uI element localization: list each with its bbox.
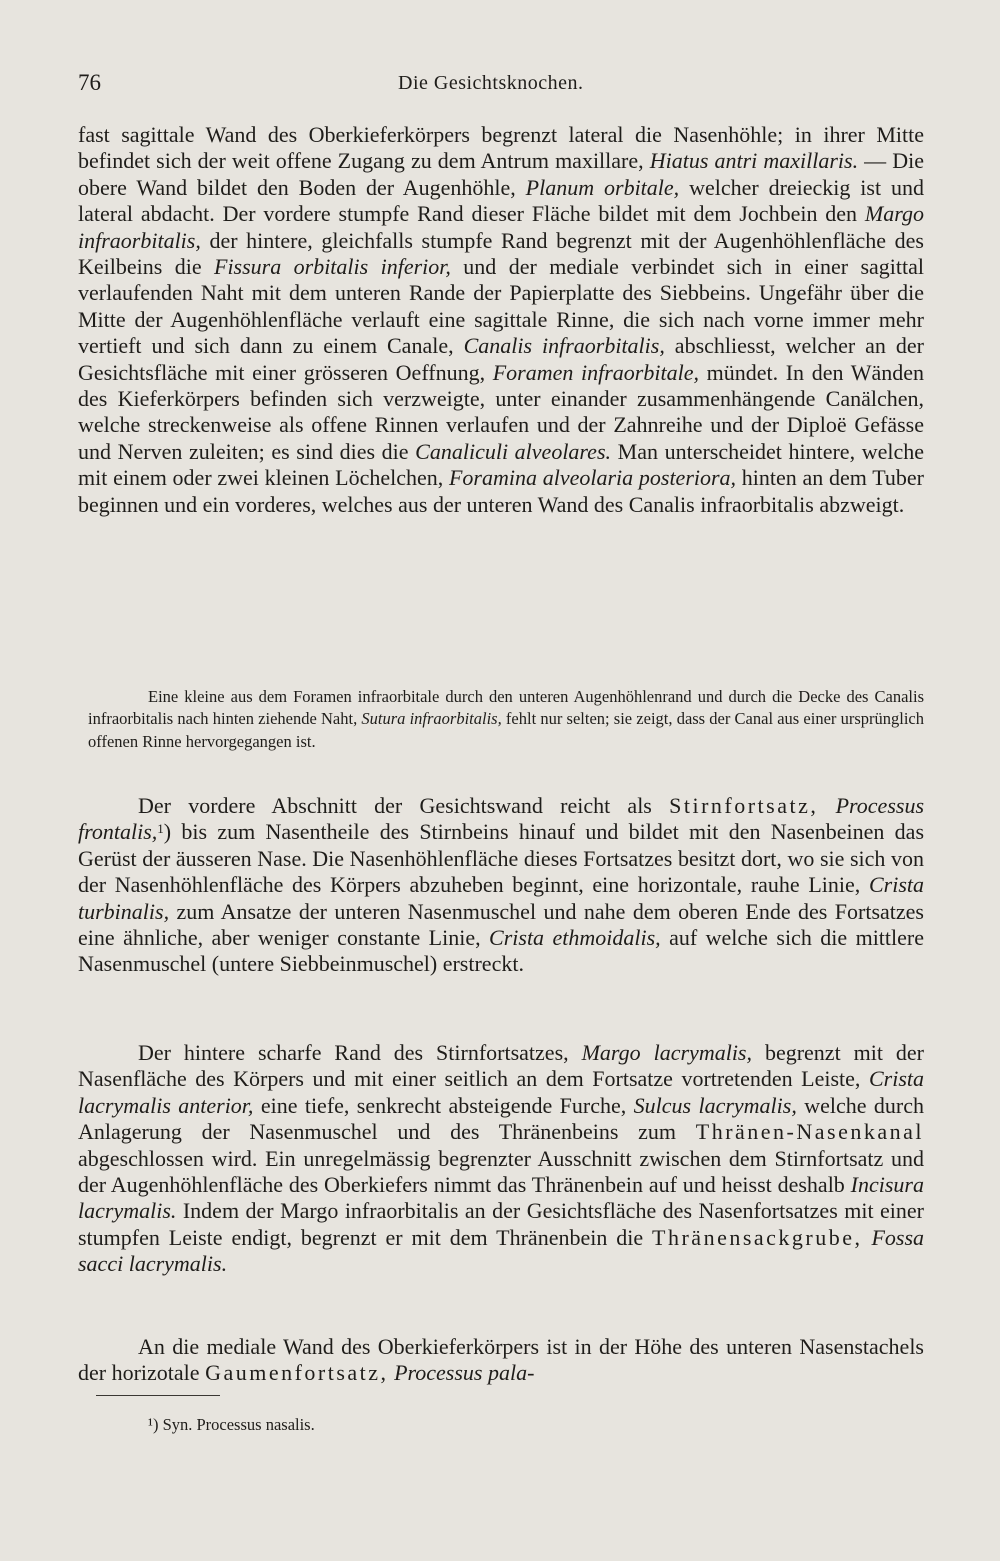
body-paragraph-2: Der vordere Abschnitt der Gesichtswand reicht als Stirnfortsatz, Processus frontalis,$^1$) bis zum Nasentheile des Stirnbeins hinauf und bildet mit den Nasenbeinen das Gerüst der äusseren Nase. Die Nasenhöhlenfläche dieses Fortsatzes besitzt dort, wo sie sich von der Nasenhöhlenfläche des Körpers abzuheben beginnt, eine horizontale, rauhe Linie, Crista turbinalis, zum Ansatze der unteren Nasenmuschel und nahe dem oberen Ende des Fortsatzes eine ähnliche, aber weniger constante Linie, Crista ethmoidalis, auf welche sich die mittlere Nasenmuschel (untere Siebbeinmuschel) erstreckt. (78, 793, 925, 977)
term-fossa-sacci-lacrymalis: Fossa sacci lacrymalis. (78, 1224, 925, 1277)
term-canalis-infraorbitalis: Canalis infraorbitalis, (463, 333, 665, 359)
running-head: Die Gesichtsknochen. (398, 72, 584, 94)
term-canaliculi-alveolares: Canaliculi alveolares. (415, 438, 612, 464)
body-paragraph-4: An die mediale Wand des Oberkieferkörpers ist in der Höhe des unteren Nasenstachels der horizotale Gaumenfortsatz, Processus pala- (78, 1334, 924, 1386)
footnote-marker: 1 (157, 821, 164, 837)
footnote: ¹) Syn. Processus nasalis. (148, 1415, 315, 1434)
body-paragraph-3: Der hintere scharfe Rand des Stirnfortsatzes, Margo lacrymalis, begrenzt mit der Nasenfläche des Körpers und mit einer seitlich an dem Fortsatze vortretenden Leiste, Crista lacrymalis anterior, eine tiefe, senkrecht absteigende Furche, Sulcus lacrymalis, welche durch Anlagerung der Nasenmuschel und des Thränenbeins zum Thränen-Nasenkanal abgeschlossen wird. Ein unregelmässig begrenzter Ausschnitt zwischen dem Stirnfortsatz und der Augenhöhlenfläche des Oberkiefers nimmt das Thränenbein auf und heisst deshalb Incisura lacrymalis. Indem der Margo infraorbitalis an der Gesichtsfläche des Nasenfortsatzes mit einer stumpfen Leiste endigt, begrenzt er mit dem Thränenbein die Thränensackgrube, Fossa sacci lacrymalis. (78, 1040, 925, 1277)
term-foramina-alveolaria-posteriora: Foramina alveolaria posteriora, (448, 465, 737, 491)
term-crista-ethmoidalis: Crista ethmoidalis, (489, 925, 661, 951)
term-thraenen-nasenkanal: Thränen-Nasenkanal (695, 1119, 924, 1145)
term-margo-infraorbitalis: Margo infraorbitalis, (78, 201, 924, 253)
term-fissura-orbitalis-inferior: Fissura orbitalis inferior, (214, 254, 451, 280)
term-margo-lacrymalis: Margo lacrymalis, (581, 1040, 752, 1065)
small-print-note: Eine kleine aus dem Foramen infraorbitale durch den unteren Augenhöhlenrand und durch die Decke des Canalis infraorbitalis nach hinten ziehende Naht, Sutura infraorbitalis, fehlt nur selten; sie zeigt, dass der Canal aus einer ursprünglich offenen Rinne hervorgegangen ist. (88, 687, 924, 751)
term-planum-orbitale: Planum orbitale, (525, 174, 680, 200)
footnote-divider (96, 1395, 220, 1396)
term-thraenensackgrube: Thränensackgrube, (652, 1224, 863, 1250)
term-crista-turbinalis: Crista turbinalis, (78, 872, 924, 924)
page-header (78, 70, 924, 104)
term-processus-frontalis: Processus frontalis, (78, 793, 925, 845)
term-incisura-lacrymalis: Incisura lacrymalis. (78, 1172, 924, 1224)
term-sulcus-lacrymalis: Sulcus lacrymalis, (633, 1092, 797, 1118)
term-foramen-infraorbitale: Foramen infraorbitale, (492, 359, 699, 385)
body-paragraph-1: fast sagittale Wand des Oberkieferkörpers begrenzt lateral die Nasenhöhle; in ihrer Mitte befindet sich der weit offene Zugang zu dem Antrum maxillare, Hiatus antri maxillaris. — Die obere Wand bildet den Boden der Augenhöhle, Planum orbitale, welcher dreieckig ist und lateral abdacht. Der vordere stumpfe Rand dieser Fläche bildet mit dem Jochbein den Margo infraorbitalis, der hintere, gleichfalls stumpfe Rand begrenzt mit der Augenhöhlenfläche des Keilbeins die Fissura orbitalis inferior, und der mediale verbindet sich in einer sagittal verlaufenden Naht mit dem unteren Rande der Papierplatte des Siebbeins. Ungefähr über die Mitte der Augenhöhlenfläche verlauft eine sagittale Rinne, die sich nach vorne immer mehr vertieft und sich dann zu einem Canale, Canalis infraorbitalis, abschliesst, welcher an der Gesichtsfläche mit einer grösseren Oeffnung, Foramen infraorbitale, mündet. In den Wänden des Kieferkörpers befinden sich verzweigte, unter einander zusammenhängende Canälchen, welche streckenweise als offene Rinnen verlaufen und der Zahnreihe und der Diploë Gefässe und Nerven zuleiten; es sind dies die Canaliculi alveolares. Man unterscheidet hintere, welche mit einem oder zwei kleinen Löchelchen, Foramina alveolaria posteriora, hinten an dem Tuber beginnen und ein vorderes, welches aus der unteren Wand des Canalis infraorbitalis abzweigt. (78, 122, 925, 517)
term-crista-lacrymalis-anterior: Crista lacrymalis anterior, (78, 1066, 924, 1118)
page-number: 76 (78, 70, 101, 95)
term-processus-palatinus: Processus pala- (394, 1360, 535, 1386)
term-gaumenfortsatz: Gaumenfortsatz, (205, 1360, 389, 1386)
term-stirnfortsatz: Stirnfortsatz, (669, 793, 819, 818)
term-hiatus-antri-maxillaris: Hiatus antri maxillaris. (649, 148, 859, 174)
term-sutura-infraorbitalis: Sutura infraorbitalis, (361, 709, 502, 729)
